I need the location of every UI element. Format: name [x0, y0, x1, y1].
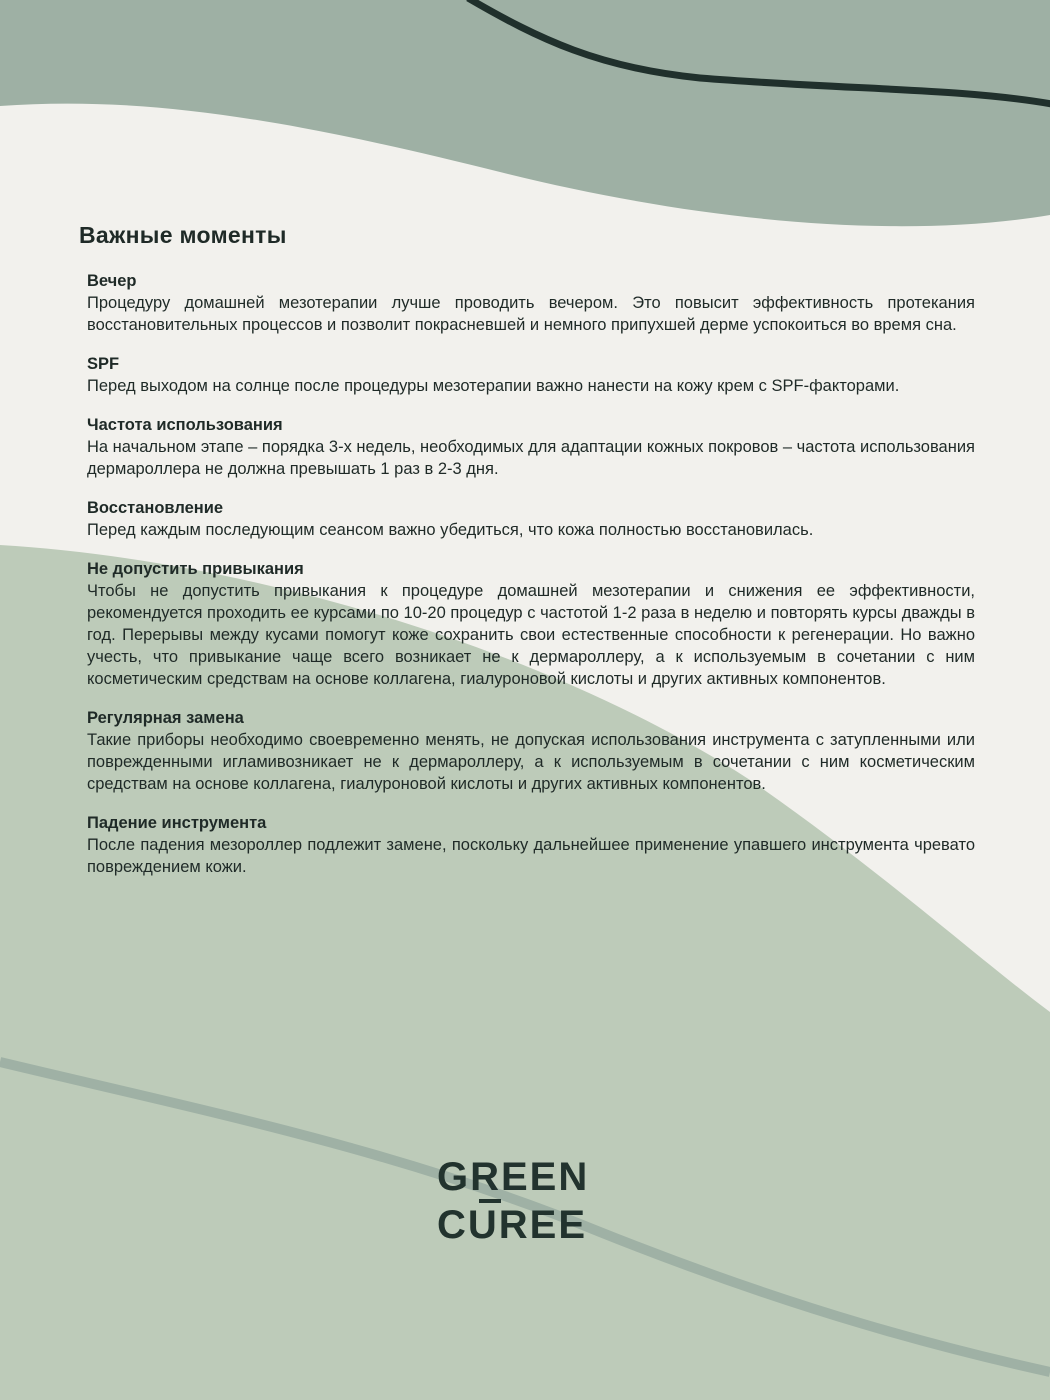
section-text: На начальном этапе – порядка 3-х недель, необходимых для адаптации кожных покровов – частота использования дермароллера не должна превышать 1 раз в 2-3 дня.: [87, 438, 975, 478]
logo-line-1: GREEN: [437, 1155, 590, 1199]
section-heading: Частота использования: [87, 416, 283, 434]
section-text: После падения мезороллер подлежит замене, поскольку дальнейшее применение упавшего инструмента чревато повреждением кожи.: [87, 836, 975, 876]
section-evening: [87, 270, 975, 336]
section-heading: Вечер: [87, 272, 137, 290]
section-heading: Регулярная замена: [87, 709, 244, 727]
sections-list: [87, 270, 975, 895]
section-drop: [87, 812, 975, 878]
section-replacement: [87, 707, 975, 795]
logo-line-2: CUREE: [437, 1203, 588, 1247]
page-title: Важные моменты: [79, 222, 287, 248]
section-heading: Падение инструмента: [87, 814, 267, 832]
section-text: Такие приборы необходимо своевременно менять, не допуская использования инструмента с затупленными или поврежденными игламивозникает не к дермароллеру, а к используемым в сочетании с ним косметическим средствам на основе коллагена, гиалуроновой кислоты и других активных компонентов.: [87, 731, 975, 793]
section-spf: [87, 353, 975, 397]
section-heading: SPF: [87, 355, 120, 373]
section-frequency: [87, 414, 975, 480]
section-habituation: [87, 558, 975, 690]
section-text: Перед каждым последующим сеансом важно убедиться, что кожа полностью восстановилась.: [87, 521, 814, 539]
section-recovery: [87, 497, 975, 541]
section-heading: Не допустить привыкания: [87, 560, 304, 578]
brand-logo: [437, 1155, 589, 1247]
section-heading: Восстановление: [87, 499, 224, 517]
section-text: Чтобы не допустить привыкания к процедуре домашней мезотерапии и снижения ее эффективности, рекомендуется проходить ее курсами по 10-20 процедур с частотой 1-2 раза в неделю и повторять курсы дважды в год. Перерывы между кусами помогут коже сохранить свои естественные способности к регенерации. Но важно учесть, что привыкание чаще всего возникает не к дермароллеру, а к используемым в сочетании с ним косметическим средствам на основе коллагена, гиалуроновой кислоты и других активных компонентов.: [87, 582, 975, 688]
section-text: Перед выходом на солнце после процедуры мезотерапии важно нанести на кожу крем с SPF-факторами.: [87, 377, 900, 395]
section-text: Процедуру домашней мезотерапии лучше проводить вечером. Это повысит эффективность протекания восстановительных процессов и позволит покрасневшей и немного припухшей дерме успокоиться во время сна.: [87, 294, 975, 334]
top-wave-shape: [0, 0, 1050, 226]
